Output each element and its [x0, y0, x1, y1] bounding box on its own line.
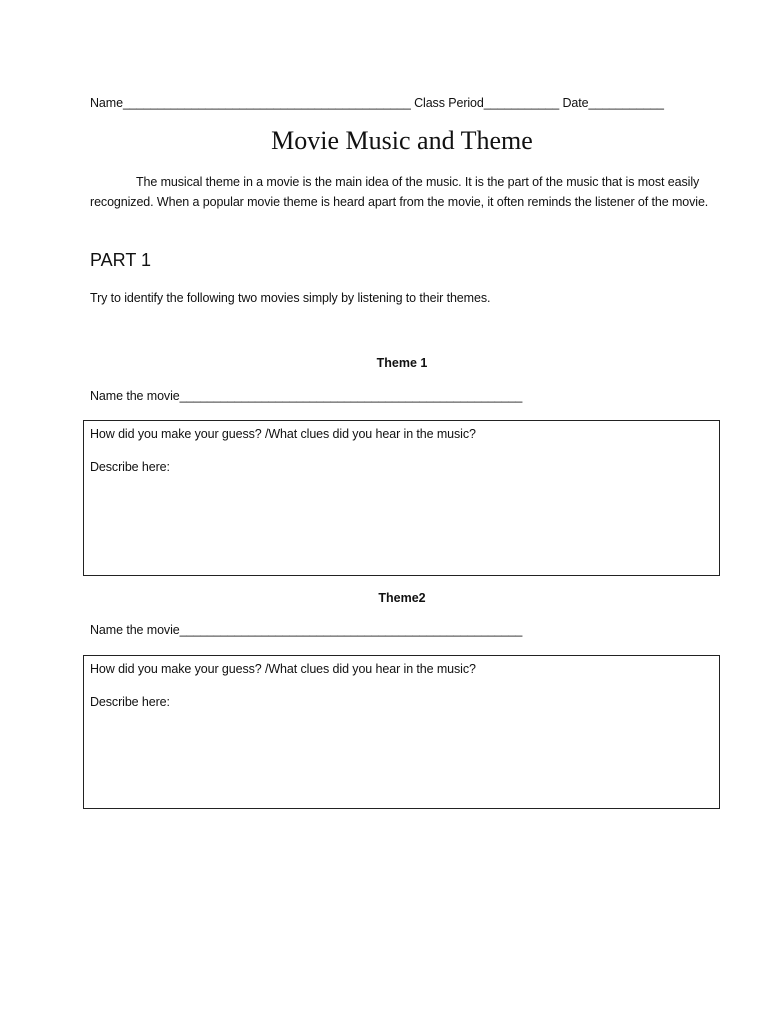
theme-2-answer-box[interactable] — [83, 655, 720, 809]
part-1-heading: PART 1 — [90, 250, 152, 270]
theme-2-heading: Theme2 — [378, 591, 426, 605]
intro-text: The musical theme in a movie is the main idea of the music. It is the part of the music that is most easily recognized. When a popular movie theme is heard apart from the movie, it often reminds the listener of the movie. — [90, 175, 709, 209]
theme-1-box-describe-label: Describe here: — [90, 460, 170, 474]
theme-1-box-question: How did you make your guess? /What clues did you hear in the music? — [90, 427, 476, 441]
theme-2-box-describe-label: Describe here: — [90, 695, 170, 709]
page-title: Movie Music and Theme — [271, 126, 533, 155]
theme-1-heading: Theme 1 — [376, 356, 428, 370]
header-name-class-date-line: Name__________________________________________ Class Period___________ Date___________ — [90, 96, 664, 110]
part-1-instructions: Try to identify the following two movies simply by listening to their themes. — [90, 291, 491, 305]
theme-2-name-the-movie-field[interactable]: Name the movie__________________________________________________ — [90, 623, 523, 637]
theme-2-box-question: How did you make your guess? /What clues did you hear in the music? — [90, 662, 476, 676]
theme-1-name-the-movie-field[interactable]: Name the movie__________________________________________________ — [90, 389, 523, 403]
intro-paragraph — [90, 172, 720, 212]
theme-1-answer-box[interactable] — [83, 420, 720, 576]
